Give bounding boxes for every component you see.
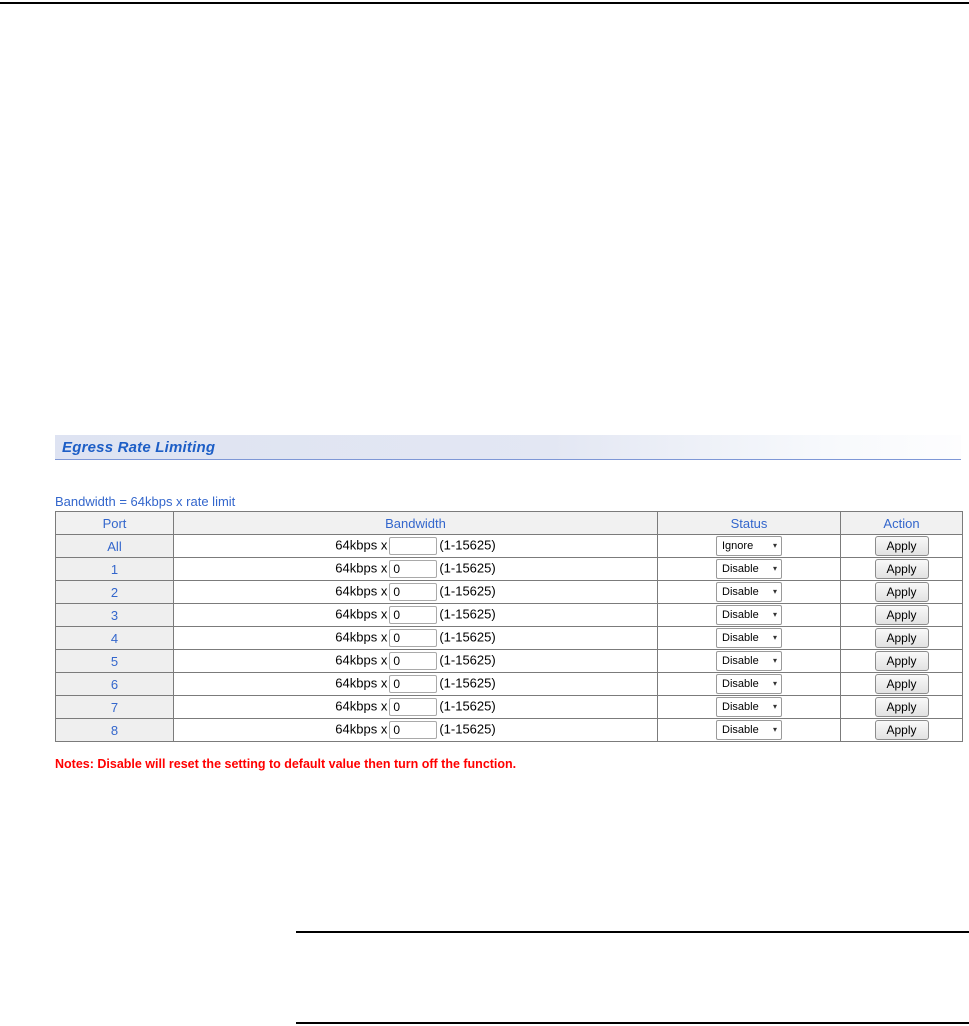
rate-limit-input[interactable]: [389, 721, 437, 739]
port-cell: 4: [56, 627, 174, 650]
apply-button[interactable]: Apply: [875, 536, 929, 556]
bandwidth-cell: [174, 604, 658, 627]
bandwidth-range-label: (1-15625): [439, 721, 496, 737]
column-header-status: Status: [658, 512, 841, 535]
status-selected-value: Disable: [722, 563, 759, 575]
bandwidth-range-label: (1-15625): [439, 583, 496, 599]
bandwidth-prefix-label: 64kbps x: [335, 629, 388, 645]
chevron-down-icon: ▾: [772, 610, 777, 619]
page-title: Egress Rate Limiting: [62, 438, 216, 456]
chevron-down-icon: ▾: [772, 633, 777, 642]
apply-button[interactable]: Apply: [875, 651, 929, 671]
action-cell: [841, 535, 963, 558]
status-selected-value: Disable: [722, 655, 759, 667]
rate-limit-input[interactable]: [389, 652, 437, 670]
apply-button[interactable]: Apply: [875, 628, 929, 648]
apply-button[interactable]: Apply: [875, 582, 929, 602]
rate-limit-input[interactable]: [389, 537, 437, 555]
bandwidth-prefix-label: 64kbps x: [335, 583, 388, 599]
action-cell: [841, 604, 963, 627]
top-rule: [0, 2, 969, 4]
status-cell: [658, 673, 841, 696]
status-cell: [658, 627, 841, 650]
notes-text: Notes: Disable will reset the setting to default value then turn off the function.: [55, 757, 517, 771]
table-row: [56, 627, 963, 650]
bandwidth-range-label: (1-15625): [439, 652, 496, 668]
bandwidth-cell: [174, 535, 658, 558]
action-cell: [841, 696, 963, 719]
port-cell: 8: [56, 719, 174, 742]
status-select[interactable]: [716, 674, 782, 694]
apply-button[interactable]: Apply: [875, 559, 929, 579]
status-cell: [658, 696, 841, 719]
status-cell: [658, 604, 841, 627]
port-cell: 1: [56, 558, 174, 581]
bandwidth-prefix-label: 64kbps x: [335, 652, 388, 668]
apply-button[interactable]: Apply: [875, 720, 929, 740]
rate-limit-input[interactable]: [389, 560, 437, 578]
apply-button[interactable]: Apply: [875, 674, 929, 694]
action-cell: [841, 650, 963, 673]
port-cell: All: [56, 535, 174, 558]
footer-rule-bottom: [296, 1022, 969, 1024]
bandwidth-prefix-label: 64kbps x: [335, 675, 388, 691]
action-cell: [841, 673, 963, 696]
status-selected-value: Disable: [722, 632, 759, 644]
action-cell: [841, 719, 963, 742]
port-cell: 3: [56, 604, 174, 627]
chevron-down-icon: ▾: [772, 564, 777, 573]
bandwidth-range-label: (1-15625): [439, 629, 496, 645]
status-selected-value: Disable: [722, 701, 759, 713]
bandwidth-prefix-label: 64kbps x: [335, 698, 388, 714]
status-select[interactable]: [716, 536, 782, 556]
chevron-down-icon: ▾: [772, 587, 777, 596]
table-header-row: [56, 512, 963, 535]
status-select[interactable]: [716, 559, 782, 579]
bandwidth-range-label: (1-15625): [439, 560, 496, 576]
bandwidth-range-label: (1-15625): [439, 675, 496, 691]
status-select[interactable]: [716, 697, 782, 717]
status-cell: [658, 719, 841, 742]
status-selected-value: Disable: [722, 678, 759, 690]
column-header-port: Port: [56, 512, 174, 535]
status-selected-value: Disable: [722, 724, 759, 736]
chevron-down-icon: ▾: [772, 702, 777, 711]
rate-limit-input[interactable]: [389, 698, 437, 716]
status-cell: [658, 581, 841, 604]
bandwidth-range-label: (1-15625): [439, 698, 496, 714]
action-cell: [841, 627, 963, 650]
apply-button[interactable]: Apply: [875, 697, 929, 717]
port-cell: 2: [56, 581, 174, 604]
egress-rate-table: [55, 511, 963, 742]
bandwidth-range-label: (1-15625): [439, 606, 496, 622]
column-header-action: Action: [841, 512, 963, 535]
port-cell: 6: [56, 673, 174, 696]
table-row: [56, 535, 963, 558]
bandwidth-prefix-label: 64kbps x: [335, 537, 388, 553]
bandwidth-cell: [174, 581, 658, 604]
bandwidth-cell: [174, 627, 658, 650]
table-row: [56, 696, 963, 719]
chevron-down-icon: ▾: [772, 656, 777, 665]
status-selected-value: Disable: [722, 586, 759, 598]
status-selected-value: Disable: [722, 609, 759, 621]
action-cell: [841, 558, 963, 581]
chevron-down-icon: ▾: [772, 541, 777, 550]
table-row: [56, 558, 963, 581]
footer-rule-top: [296, 931, 969, 933]
table-row: [56, 604, 963, 627]
bandwidth-cell: [174, 558, 658, 581]
table-row: [56, 581, 963, 604]
table-row: [56, 673, 963, 696]
bandwidth-prefix-label: 64kbps x: [335, 606, 388, 622]
bandwidth-cell: [174, 673, 658, 696]
action-cell: [841, 581, 963, 604]
chevron-down-icon: ▾: [772, 725, 777, 734]
bandwidth-cell: [174, 650, 658, 673]
port-cell: 5: [56, 650, 174, 673]
rate-limit-input[interactable]: [389, 629, 437, 647]
status-select[interactable]: [716, 628, 782, 648]
status-selected-value: Ignore: [722, 540, 754, 552]
column-header-bandwidth: Bandwidth: [174, 512, 658, 535]
rate-limit-input[interactable]: [389, 583, 437, 601]
bandwidth-range-label: (1-15625): [439, 537, 496, 553]
table-row: [56, 650, 963, 673]
port-cell: 7: [56, 696, 174, 719]
status-cell: [658, 650, 841, 673]
rate-limit-input[interactable]: [389, 675, 437, 693]
status-select[interactable]: [716, 605, 782, 625]
status-select[interactable]: [716, 651, 782, 671]
bandwidth-formula-label: Bandwidth = 64kbps x rate limit: [55, 494, 236, 509]
bandwidth-prefix-label: 64kbps x: [335, 721, 388, 737]
apply-button[interactable]: Apply: [875, 605, 929, 625]
bandwidth-cell: [174, 696, 658, 719]
rate-limit-input[interactable]: [389, 606, 437, 624]
section-title-bar: [55, 435, 961, 460]
bandwidth-cell: [174, 719, 658, 742]
status-cell: [658, 535, 841, 558]
chevron-down-icon: ▾: [772, 679, 777, 688]
bandwidth-prefix-label: 64kbps x: [335, 560, 388, 576]
status-cell: [658, 558, 841, 581]
status-select[interactable]: [716, 720, 782, 740]
table-row: [56, 719, 963, 742]
status-select[interactable]: [716, 582, 782, 602]
